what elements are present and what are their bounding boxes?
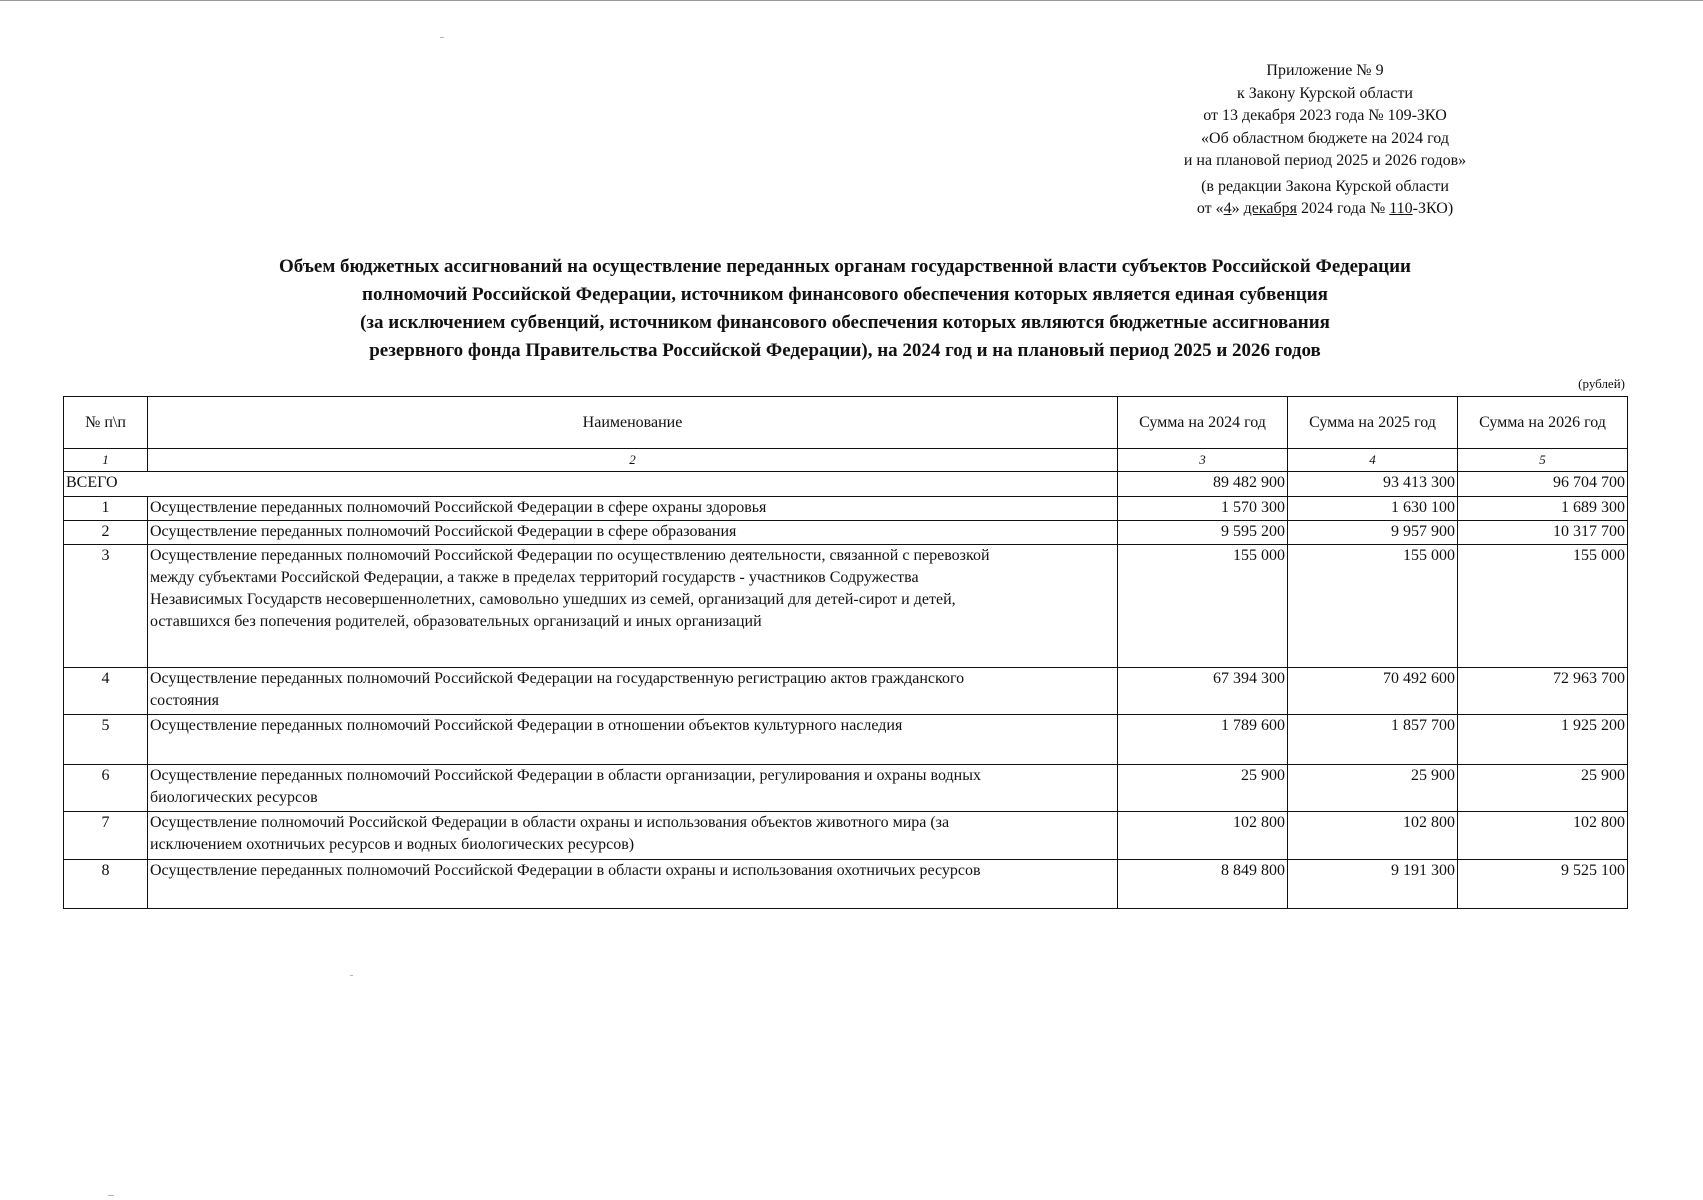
row-name: Осуществление переданных полномочий Российской Федерации в сфере образования xyxy=(148,521,1118,545)
row-name: Осуществление переданных полномочий Российской Федерации в отношении объектов культурного наследия xyxy=(148,715,1118,765)
amendment-line xyxy=(1160,198,1490,221)
table-row xyxy=(64,521,1628,545)
header-number: № п\п xyxy=(64,397,148,449)
appendix-line: «Об областном бюджете на 2024 год xyxy=(1201,129,1449,147)
document-title xyxy=(120,253,1570,365)
title-line: полномочий Российской Федерации, источником финансового обеспечения которых является единая субвенция xyxy=(362,284,1328,305)
appendix-line: (в редакции Закона Курской области xyxy=(1201,177,1449,195)
row-sum-2025: 155 000 xyxy=(1288,545,1458,668)
header-sum-2024: Сумма на 2024 год xyxy=(1118,397,1288,449)
row-name-line: Осуществление переданных полномочий Российской Федерации в области организации, регулирования и охраны водных xyxy=(150,767,981,784)
header-sum-2025: Сумма на 2025 год xyxy=(1288,397,1458,449)
row-name-line: Осуществление полномочий Российской Федерации в области охраны и использования объектов животного мира (за xyxy=(150,814,950,831)
units-label: (рублей) xyxy=(1578,376,1625,391)
table-row xyxy=(64,668,1628,715)
row-name: Осуществление переданных полномочий Российской Федерации в области охраны и использования охотничьих ресурсов xyxy=(148,860,1118,909)
amendment-number: 110 xyxy=(1389,200,1413,217)
appendix-line: и на плановой период 2025 и 2026 годов» xyxy=(1183,152,1467,169)
row-sum-2024: 1 570 300 xyxy=(1118,497,1288,521)
table-row xyxy=(64,545,1628,668)
column-index: 1 xyxy=(64,449,148,472)
row-sum-2026: 25 900 xyxy=(1458,765,1628,812)
row-sum-2026: 1 925 200 xyxy=(1458,715,1628,765)
row-name-line: оставшихся без попечения родителей, образовательных организаций и иных организаций xyxy=(150,613,762,630)
row-name xyxy=(148,812,1118,860)
table-row xyxy=(64,812,1628,860)
total-row xyxy=(64,472,1628,497)
row-sum-2024: 67 394 300 xyxy=(1118,668,1288,715)
row-name-line: состояния xyxy=(150,692,219,709)
row-sum-2026: 155 000 xyxy=(1458,545,1628,668)
amendment-text: 2024 года № xyxy=(1297,200,1390,217)
row-sum-2025: 9 191 300 xyxy=(1288,860,1458,909)
amendment-prefix: от « xyxy=(1196,200,1224,217)
amendment-text: » xyxy=(1231,200,1244,217)
table-row xyxy=(64,860,1628,909)
row-sum-2024: 155 000 xyxy=(1118,545,1288,668)
row-number: 3 xyxy=(64,545,148,668)
row-number: 2 xyxy=(64,521,148,545)
appendix-line: Приложение № 9 xyxy=(1266,62,1384,79)
row-sum-2025: 70 492 600 xyxy=(1288,668,1458,715)
column-index: 2 xyxy=(148,449,1118,472)
table-header-row xyxy=(64,397,1628,449)
row-sum-2026: 9 525 100 xyxy=(1458,860,1628,909)
row-name-line: Осуществление переданных полномочий Российской Федерации на государственную регистрацию актов гражданского xyxy=(150,670,965,687)
row-name-line: исключением охотничьих ресурсов и водных биологических ресурсов) xyxy=(150,836,635,853)
row-number: 5 xyxy=(64,715,148,765)
row-name xyxy=(148,545,1118,668)
row-sum-2026: 72 963 700 xyxy=(1458,668,1628,715)
scan-top-edge xyxy=(0,0,1703,1)
row-name-line: Независимых Государств несовершеннолетних, самовольно ушедших из семей, организаций для детей-сирот и детей, xyxy=(150,591,956,608)
row-sum-2024: 1 789 600 xyxy=(1118,715,1288,765)
budget-table xyxy=(63,396,1628,909)
row-name xyxy=(148,668,1118,715)
row-number: 7 xyxy=(64,812,148,860)
title-line: (за исключением субвенций, источником финансового обеспечения которых являются бюджетные ассигнования xyxy=(360,312,1330,333)
header-sum-2026: Сумма на 2026 год xyxy=(1458,397,1628,449)
column-index: 5 xyxy=(1458,449,1628,472)
row-sum-2024: 102 800 xyxy=(1118,812,1288,860)
row-sum-2026: 10 317 700 xyxy=(1458,521,1628,545)
appendix-header xyxy=(1160,60,1490,221)
row-sum-2026: 102 800 xyxy=(1458,812,1628,860)
column-index: 3 xyxy=(1118,449,1288,472)
title-line: Объем бюджетных ассигнований на осуществление переданных органам государственной власти субъектов Российской Федерации xyxy=(279,256,1411,277)
appendix-line: к Закону Курской области xyxy=(1237,84,1413,102)
total-2025: 93 413 300 xyxy=(1288,472,1458,497)
scan-speck xyxy=(440,37,444,38)
amendment-month: декабря xyxy=(1243,200,1298,217)
total-2026: 96 704 700 xyxy=(1458,472,1628,497)
scan-speck xyxy=(108,1195,114,1196)
column-index-row xyxy=(64,449,1628,472)
title-line: резервного фонда Правительства Российской Федерации), на 2024 год и на плановый период 2025 и 2026 годов xyxy=(369,340,1321,361)
scan-speck xyxy=(350,975,353,976)
table-row xyxy=(64,497,1628,521)
row-sum-2024: 25 900 xyxy=(1118,765,1288,812)
row-sum-2025: 9 957 900 xyxy=(1288,521,1458,545)
table-row xyxy=(64,765,1628,812)
appendix-line: от 13 декабря 2023 года № 109-ЗКО xyxy=(1203,107,1447,124)
row-number: 4 xyxy=(64,668,148,715)
amendment-suffix: -ЗКО) xyxy=(1412,200,1454,217)
row-name-line: Осуществление переданных полномочий Российской Федерации по осуществлению деятельности, связанной с перевозкой xyxy=(150,547,990,564)
row-sum-2025: 25 900 xyxy=(1288,765,1458,812)
row-sum-2025: 102 800 xyxy=(1288,812,1458,860)
row-sum-2025: 1 857 700 xyxy=(1288,715,1458,765)
total-label: ВСЕГО xyxy=(64,472,1118,497)
row-sum-2024: 9 595 200 xyxy=(1118,521,1288,545)
row-sum-2026: 1 689 300 xyxy=(1458,497,1628,521)
row-sum-2025: 1 630 100 xyxy=(1288,497,1458,521)
row-number: 1 xyxy=(64,497,148,521)
header-name: Наименование xyxy=(148,397,1118,449)
row-name-line: между субъектами Российской Федерации, а также в пределах территорий государств - участников Содружества xyxy=(150,569,919,586)
total-2024: 89 482 900 xyxy=(1118,472,1288,497)
table-row xyxy=(64,715,1628,765)
row-name: Осуществление переданных полномочий Российской Федерации в сфере охраны здоровья xyxy=(148,497,1118,521)
row-name xyxy=(148,765,1118,812)
row-name-line: биологических ресурсов xyxy=(150,789,318,806)
amendment-day: 4 xyxy=(1223,200,1232,217)
row-number: 8 xyxy=(64,860,148,909)
row-sum-2024: 8 849 800 xyxy=(1118,860,1288,909)
row-number: 6 xyxy=(64,765,148,812)
column-index: 4 xyxy=(1288,449,1458,472)
